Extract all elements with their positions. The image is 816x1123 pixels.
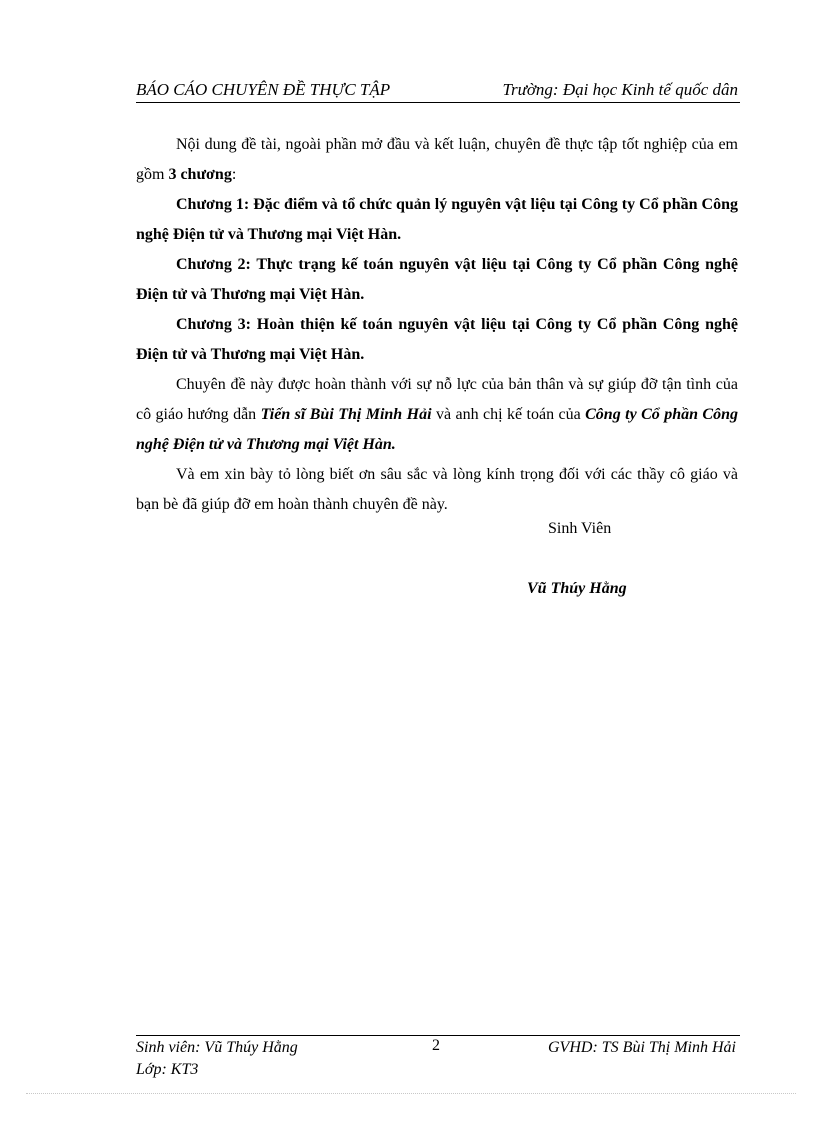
supervisor-name: Tiến sĩ Bùi Thị Minh Hải <box>260 406 432 423</box>
intro-paragraph <box>136 130 738 190</box>
page-header <box>136 78 740 103</box>
chapter-2-paragraph: Chương 2: Thực trạng kế toán nguyên vật liệu tại Công ty Cổ phần Công nghệ Điện tử và Thương mại Việt Hàn. <box>136 256 738 303</box>
footer-supervisor: GVHD: TS Bùi Thị Minh Hải <box>548 1039 736 1056</box>
page-bottom-dotted-line <box>26 1093 796 1094</box>
chapter-3-paragraph: Chương 3: Hoàn thiện kế toán nguyên vật liệu tại Công ty Cổ phần Công nghệ Điện tử và Thương mại Việt Hàn. <box>136 316 738 363</box>
intro-end: : <box>231 166 237 183</box>
footer-student: Sinh viên: Vũ Thúy Hằng <box>136 1039 298 1056</box>
signature-name: Vũ Thúy Hằng <box>527 580 627 597</box>
signature-title: Sinh Viên <box>548 520 612 537</box>
intro-chapter-count: 3 chương <box>168 166 232 183</box>
thanks-paragraph <box>136 370 738 460</box>
header-report-title: BÁO CÁO CHUYÊN ĐỀ THỰC TẬP <box>136 80 391 99</box>
gratitude-paragraph: Và em xin bày tỏ lòng biết ơn sâu sắc và lòng kính trọng đối với các thầy cô giáo và bạn bè đã giúp đỡ em hoàn thành chuyên đề này. <box>136 466 738 513</box>
thanks-text-a: Chuyên đề này được hoàn thành với sự nỗ lực của bản thân và sự giúp đỡ tận tình của cô giáo hướng dẫn <box>136 376 738 423</box>
footer-class: Lớp: KT3 <box>136 1061 199 1078</box>
page-number: 2 <box>432 1037 440 1054</box>
intro-text: Nội dung đề tài, ngoài phần mở đầu và kết luận, chuyên đề thực tập tốt nghiệp của em gồm <box>136 136 738 183</box>
header-university: Trường: Đại học Kinh tế quốc dân <box>502 80 738 99</box>
document-body <box>136 130 738 520</box>
chapter-1-paragraph: Chương 1: Đặc điểm và tổ chức quản lý nguyên vật liệu tại Công ty Cổ phần Công nghệ Điện tử và Thương mại Việt Hàn. <box>136 196 738 243</box>
thanks-text-b: và anh chị kế toán của <box>431 406 586 423</box>
company-name: Công ty Cổ phần Công nghệ Điện tử và Thương mại Việt Hàn. <box>136 406 738 453</box>
